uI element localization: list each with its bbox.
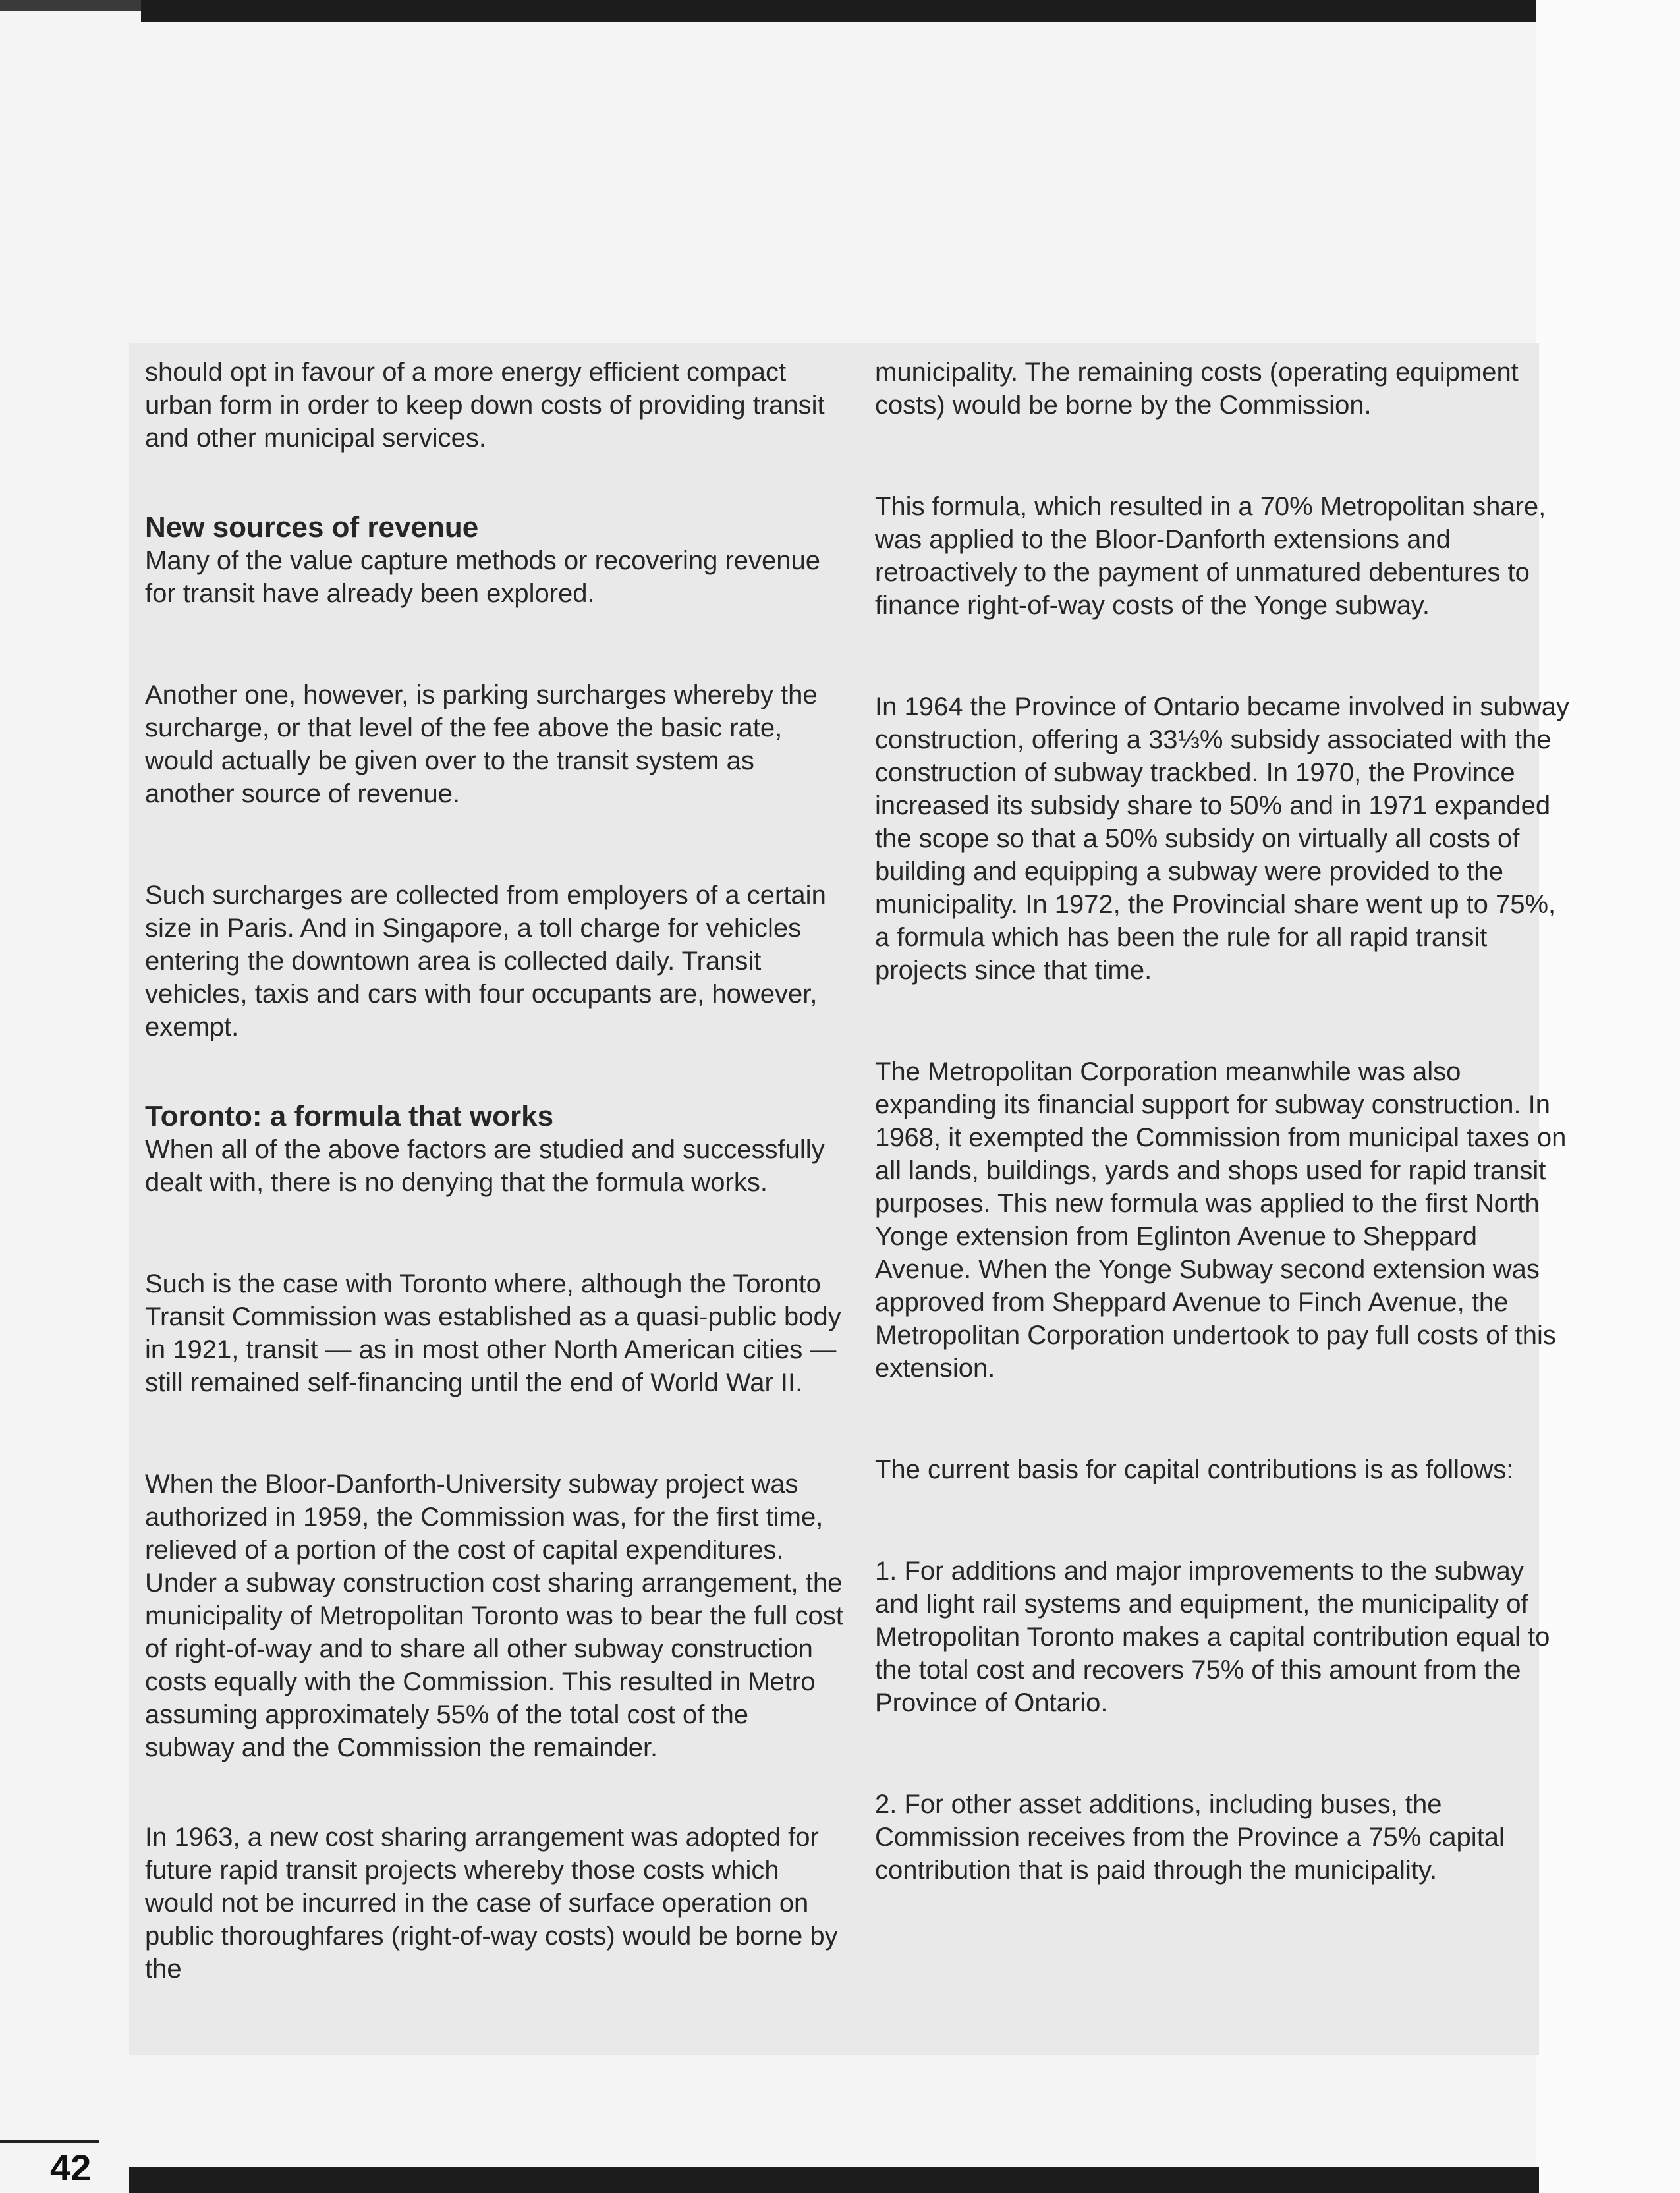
left-paragraph-2: Many of the value capture methods or recovering revenue for transit have already been explored. — [145, 546, 821, 608]
right-paragraph-1: municipality. The remaining costs (operating equipment costs) would be borne by the Commission. — [875, 358, 1519, 420]
top-edge-stub — [0, 0, 141, 11]
right-paragraph-6: 1. For additions and major improvements to the subway and light rail systems and equipment, the municipality of Metropolitan Toronto makes a capital contribution equal to the total cost and recovers 75% of this amount from the Province of Ontario. — [875, 1557, 1550, 1717]
right-paragraph-4: The Metropolitan Corporation meanwhile was also expanding its financial support for subway construction. In 1968, it exempted the Commission from municipal taxes on all lands, buildings, yards and shops used for rapid transit purposes. This new formula was applied to the first North Yonge extension from Eglinton Avenue to Sheppard Avenue. When the Yonge Subway second extension was approved from Sheppard Avenue to Finch Avenue, the Metropolitan Corporation undertook to pay full costs of this extension. — [875, 1057, 1567, 1383]
heading-new-sources-of-revenue: New sources of revenue — [145, 511, 479, 543]
left-paragraph-5: When all of the above factors are studied and successfully dealt with, there is no denying that the formula works. — [145, 1135, 825, 1197]
left-paragraph-3: Another one, however, is parking surcharges whereby the surcharge, or that level of the fee above the basic rate, would actually be given over to the transit system as another source of revenue. — [145, 680, 818, 808]
left-paragraph-1: should opt in favour of a more energy efficient compact urban form in order to keep down costs of providing transit and other municipal services. — [145, 358, 825, 453]
page-number: 42 — [50, 2147, 92, 2188]
top-black-bar — [141, 0, 1536, 22]
page-number-rule — [0, 2140, 99, 2143]
heading-toronto-formula: Toronto: a formula that works — [145, 1100, 554, 1132]
left-paragraph-6: Such is the case with Toronto where, although the Toronto Transit Commission was established as a quasi-public body in 1921, transit — as in most other North American cities — still remained self-financing until the end of World War II. — [145, 1269, 841, 1397]
left-column — [145, 356, 843, 2054]
left-paragraph-8: In 1963, a new cost sharing arrangement was adopted for future rapid transit projects whereby those costs which would not be incurred in the case of surface operation on public thoroughfares (right-of-way costs) would be borne by the — [145, 1823, 838, 1984]
bottom-black-bar — [129, 2167, 1539, 2193]
right-paragraph-3: In 1964 the Province of Ontario became involved in subway construction, offering a 33⅓% subsidy associated with the construction of subway trackbed. In 1970, the Province increased its subsidy share to 50% and in 1971 expanded the scope so that a 50% subsidy on virtually all costs of building and equipping a subway were provided to the municipality. In 1972, the Provincial share went up to 75%, a formula which has been the rule for all rapid transit projects since that time. — [875, 692, 1569, 985]
left-paragraph-7: When the Bloor-Danforth-University subway project was authorized in 1959, the Commission was, for the first time, relieved of a portion of the cost of capital expenditures. Under a subway construction cost sharing arrangement, the municipality of Metropolitan Toronto was to bear the full cost of right-of-way and to share all other subway construction costs equally with the Commission. This resulted in Metro assuming approximately 55% of the total cost of the subway and the Commission the remainder. — [145, 1470, 843, 1762]
right-paragraph-7: 2. For other asset additions, including buses, the Commission receives from the Province a 75% capital contribution that is paid through the municipality. — [875, 1790, 1505, 1885]
right-paragraph-2: This formula, which resulted in a 70% Metropolitan share, was applied to the Bloor-Danforth extensions and retroactively to the payment of unmatured debentures to finance right-of-way costs of the Yonge subway. — [875, 492, 1546, 620]
left-paragraph-4: Such surcharges are collected from employers of a certain size in Paris. And in Singapore, a toll charge for vehicles entering the downtown area is collected daily. Transit vehicles, taxis and cars with four occupants are, however, exempt. — [145, 881, 826, 1041]
right-paragraph-5: The current basis for capital contributions is as follows: — [875, 1455, 1514, 1484]
right-column — [875, 356, 1573, 1955]
